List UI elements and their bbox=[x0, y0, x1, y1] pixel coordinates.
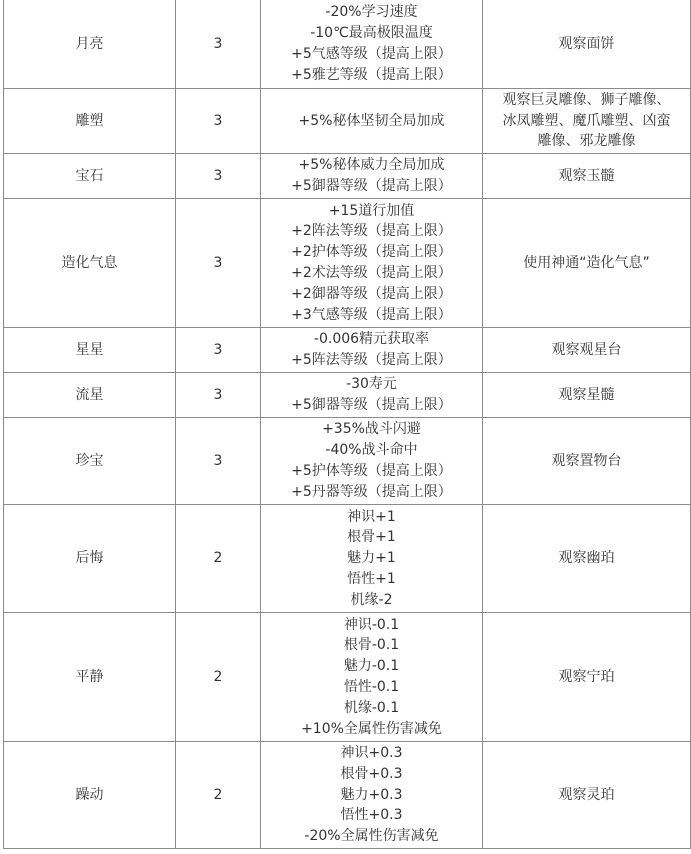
source-cell bbox=[483, 328, 691, 373]
effect-line: 魅力-0.1 bbox=[343, 658, 400, 675]
source-line: 使用神通“造化气息” bbox=[523, 254, 650, 271]
effect-line: +2御器等级（提高上限） bbox=[291, 285, 452, 302]
level-cell: 3 bbox=[176, 0, 261, 89]
source-line: 观察置物台 bbox=[551, 452, 622, 469]
effects-cell bbox=[261, 505, 483, 613]
mood-effects-table bbox=[3, 0, 691, 849]
effect-line: 魅力+1 bbox=[347, 550, 396, 567]
effects-cell bbox=[261, 328, 483, 373]
name-cell: 后悔 bbox=[4, 505, 176, 613]
effects-cell bbox=[261, 0, 483, 89]
effect-line: +5丹器等级（提高上限） bbox=[291, 483, 452, 500]
source-line: 观察幽珀 bbox=[558, 550, 615, 567]
effect-line: +5阵法等级（提高上限） bbox=[291, 352, 452, 368]
table-row bbox=[4, 418, 691, 505]
effect-line: +2阵法等级（提高上限） bbox=[291, 223, 452, 240]
effects-cell bbox=[261, 742, 483, 849]
table-row bbox=[4, 199, 691, 328]
source-cell bbox=[483, 199, 691, 328]
effects-cell bbox=[261, 373, 483, 418]
effects-cell bbox=[261, 613, 483, 742]
effect-line: +35%战斗闪避 bbox=[322, 421, 421, 438]
effect-line: -20%全属性伤害减免 bbox=[304, 828, 439, 845]
table-row bbox=[4, 373, 691, 418]
name-cell: 雕塑 bbox=[4, 89, 176, 154]
level-cell: 2 bbox=[176, 505, 261, 613]
effect-line: 悟性+0.3 bbox=[340, 807, 403, 824]
source-line: 观察宁珀 bbox=[558, 668, 615, 685]
source-line: 观察灵珀 bbox=[558, 786, 615, 803]
effects-cell bbox=[261, 199, 483, 328]
effects-cell bbox=[261, 89, 483, 154]
source-line: 观察玉髓 bbox=[558, 167, 615, 184]
table-body bbox=[4, 0, 691, 849]
effect-line: 神识+1 bbox=[347, 508, 396, 525]
effect-line: 神识+0.3 bbox=[340, 745, 403, 761]
level-cell: 3 bbox=[176, 328, 261, 373]
effect-line: +2术法等级（提高上限） bbox=[291, 265, 452, 281]
source-line: 观察观星台 bbox=[551, 341, 622, 358]
level-cell: 3 bbox=[176, 418, 261, 505]
source-cell bbox=[483, 373, 691, 418]
effect-line: 机缘-2 bbox=[350, 591, 393, 608]
source-cell bbox=[483, 613, 691, 742]
table-row bbox=[4, 328, 691, 373]
level-cell: 3 bbox=[176, 89, 261, 154]
effect-line: 悟性+1 bbox=[347, 570, 396, 587]
source-cell bbox=[483, 89, 691, 154]
effect-line: 悟性-0.1 bbox=[343, 679, 400, 695]
level-cell: 2 bbox=[176, 742, 261, 849]
effect-line: 机缘-0.1 bbox=[343, 699, 400, 716]
effect-line: 根骨+0.3 bbox=[340, 765, 403, 782]
level-cell: 2 bbox=[176, 613, 261, 742]
source-line: 雕像、邪龙雕像 bbox=[537, 133, 636, 150]
effect-line: +2护体等级（提高上限） bbox=[291, 244, 452, 261]
effect-line: -0.006精元获取率 bbox=[313, 331, 430, 348]
table-row bbox=[4, 89, 691, 154]
source-line: 观察星髓 bbox=[558, 386, 615, 403]
name-cell: 造化气息 bbox=[4, 199, 176, 328]
effects-cell bbox=[261, 418, 483, 505]
effect-line: +5护体等级（提高上限） bbox=[291, 463, 452, 479]
source-line: 冰凤雕塑、魔爪雕塑、凶蛮 bbox=[502, 112, 671, 129]
source-cell bbox=[483, 505, 691, 613]
source-cell bbox=[483, 154, 691, 199]
table-row bbox=[4, 742, 691, 849]
name-cell: 躁动 bbox=[4, 742, 176, 849]
table-row bbox=[4, 154, 691, 199]
effect-line: +3气感等级（提高上限） bbox=[291, 306, 452, 323]
source-cell bbox=[483, 418, 691, 505]
effect-line: 魅力+0.3 bbox=[340, 786, 403, 803]
effect-line: 神识-0.1 bbox=[343, 616, 400, 633]
table-row bbox=[4, 0, 691, 89]
source-line: 观察面饼 bbox=[558, 35, 615, 52]
level-cell: 3 bbox=[176, 199, 261, 328]
effect-line: -30寿元 bbox=[346, 376, 397, 393]
effect-line: +10%全属性伤害减免 bbox=[301, 720, 442, 737]
source-line: 观察巨灵雕像、狮子雕像、 bbox=[502, 91, 671, 108]
effect-line: 根骨-0.1 bbox=[343, 637, 400, 654]
effect-line: +5雅艺等级（提高上限） bbox=[291, 66, 452, 83]
effect-line: -10℃最高极限温度 bbox=[310, 25, 433, 42]
table-row bbox=[4, 505, 691, 613]
effect-line: +5%秘体威力全局加成 bbox=[298, 157, 445, 174]
effects-cell bbox=[261, 154, 483, 199]
name-cell: 平静 bbox=[4, 613, 176, 742]
effect-line: +5御器等级（提高上限） bbox=[291, 178, 452, 194]
source-cell bbox=[483, 742, 691, 849]
name-cell: 珍宝 bbox=[4, 418, 176, 505]
name-cell: 流星 bbox=[4, 373, 176, 418]
effect-line: +15道行加值 bbox=[328, 202, 415, 219]
source-cell bbox=[483, 0, 691, 89]
name-cell: 星星 bbox=[4, 328, 176, 373]
level-cell: 3 bbox=[176, 373, 261, 418]
effect-line: +5御器等级（提高上限） bbox=[291, 397, 452, 413]
table-row bbox=[4, 613, 691, 742]
name-cell: 宝石 bbox=[4, 154, 176, 199]
name-cell: 月亮 bbox=[4, 0, 176, 89]
effect-line: +5%秘体坚韧全局加成 bbox=[298, 112, 445, 129]
effect-line: -20%学习速度 bbox=[325, 4, 418, 21]
effect-line: 根骨+1 bbox=[347, 529, 396, 546]
effect-line: -40%战斗命中 bbox=[325, 442, 418, 459]
level-cell: 3 bbox=[176, 154, 261, 199]
effect-line: +5气感等级（提高上限） bbox=[291, 46, 452, 62]
